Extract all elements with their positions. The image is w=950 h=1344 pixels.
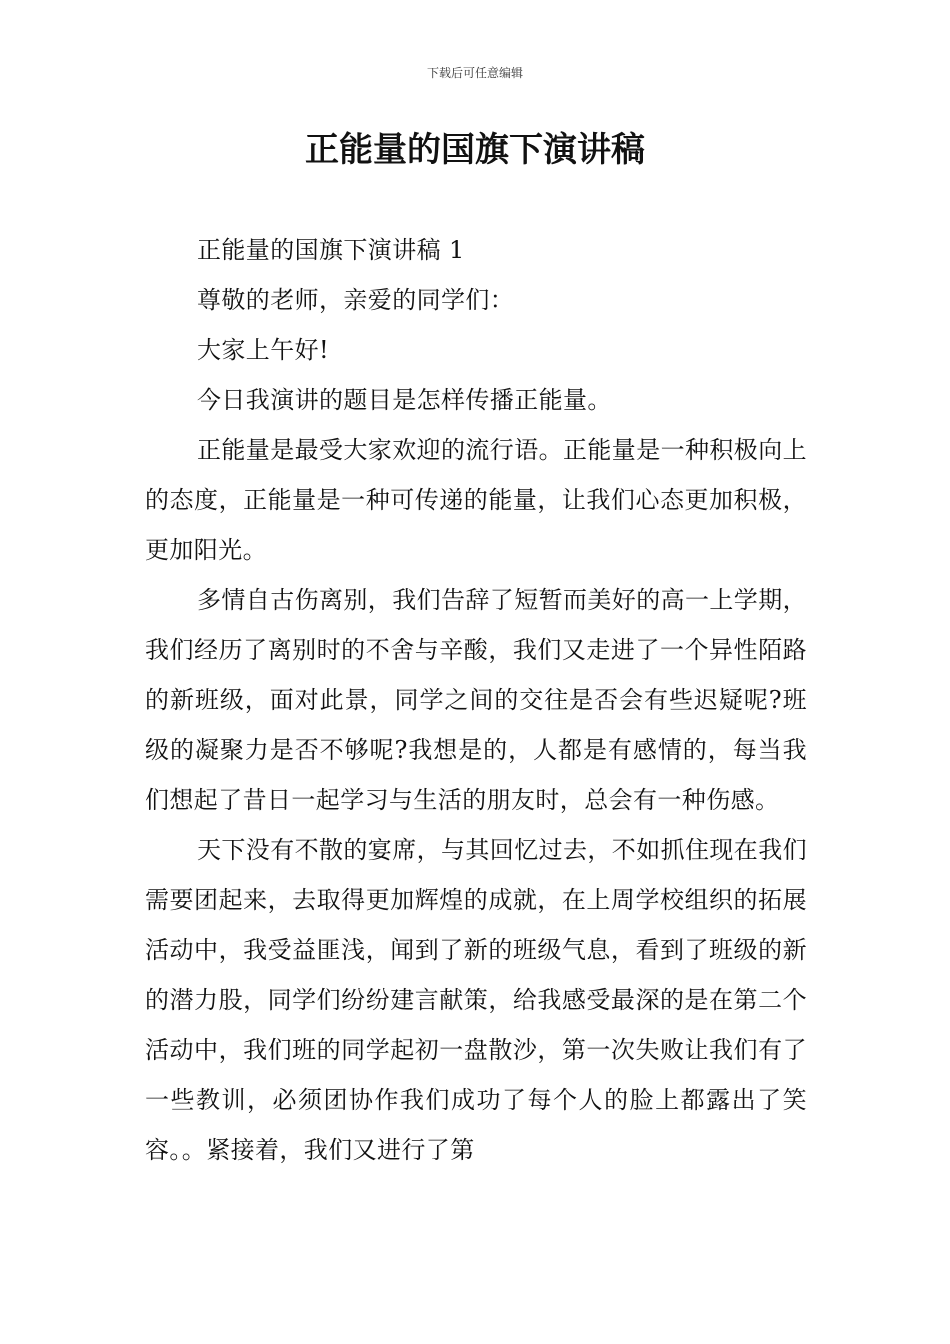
paragraph-body: 多情自古伤离别，我们告辞了短暂而美好的高一上学期，我们经历了离别时的不舍与辛酸，我们又走进了一个异性陌路的新班级，面对此景，同学之间的交往是否会有些迟疑呢?班级的凝聚力是否不够呢?我想是的，人都是有感情的，每当我们想起了昔日一起学习与生活的朋友时，总会有一种伤感。 (145, 586, 807, 814)
document-title: 正能量的国旗下演讲稿 (305, 130, 645, 170)
document-body (145, 225, 807, 1175)
header-note: 下载后可任意编辑 (426, 66, 523, 80)
paragraph-greeting: 大家上午好! (197, 336, 330, 364)
paragraph-subtitle: 正能量的国旗下演讲稿 1 (197, 236, 465, 264)
paragraph-salutation: 尊敬的老师，亲爱的同学们： (197, 286, 515, 314)
paragraph-body: 天下没有不散的宴席，与其回忆过去，不如抓住现在我们需要团起来，去取得更加辉煌的成就，在上周学校组织的拓展活动中，我受益匪浅，闻到了新的班级气息，看到了班级的新的潜力股，同学们纷纷建言献策，给我感受最深的是在第二个活动中，我们班的同学起初一盘散沙，第一次失败让我们有了一些教训，必须团协作我们成功了每个人的脸上都露出了笑容。。紧接着，我们又进行了第 (145, 836, 807, 1164)
paragraph-topic: 今日我演讲的题目是怎样传播正能量。 (197, 386, 612, 414)
paragraph-body: 正能量是最受大家欢迎的流行语。正能量是一种积极向上的态度，正能量是一种可传递的能量，让我们心态更加积极，更加阳光。 (145, 436, 807, 564)
